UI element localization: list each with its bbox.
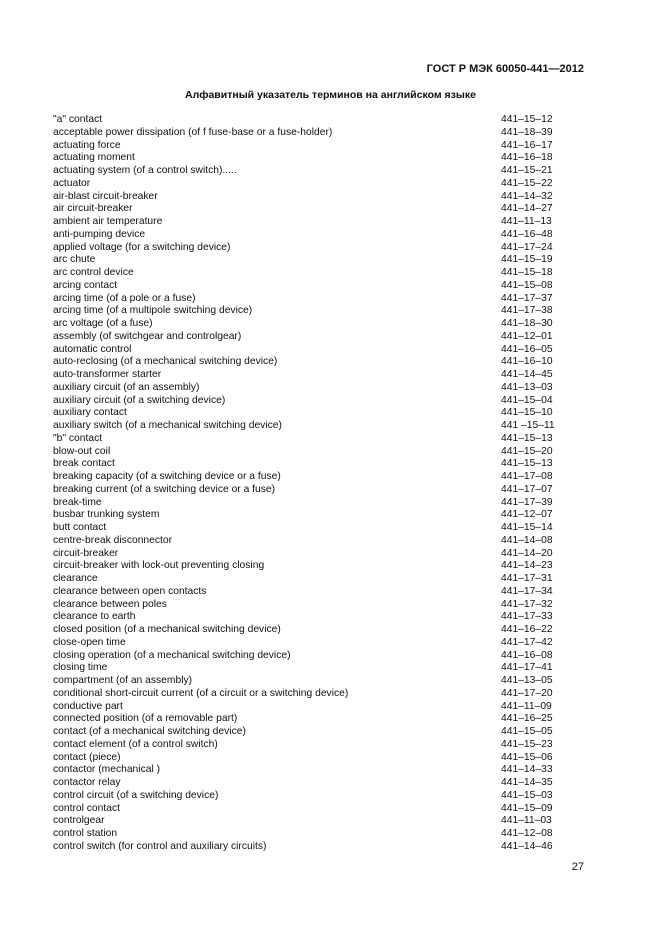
term-text: actuating force <box>53 139 121 151</box>
term-text: clearance <box>53 573 98 584</box>
term-code: 441–17–42 <box>501 636 553 648</box>
list-item <box>53 790 559 803</box>
list-item <box>53 356 559 369</box>
term-code: 441–14–45 <box>501 369 553 380</box>
term-code: 441–17–37 <box>501 292 553 304</box>
term-code: 441–14–33 <box>501 764 553 776</box>
list-item <box>53 522 559 535</box>
list-item <box>53 650 559 663</box>
list-item <box>53 152 559 165</box>
term-text: breaking current (of a switching device or a fuse) <box>53 483 276 495</box>
term-code: 441–15–18 <box>501 267 553 278</box>
list-item <box>53 280 559 293</box>
term-text: conductive part <box>53 700 123 712</box>
list-item <box>53 344 559 357</box>
list-item <box>53 701 559 714</box>
term-text: contact (piece) <box>53 751 121 763</box>
term-text: break contact <box>53 458 115 470</box>
term-text: auxiliary circuit (of an assembly) <box>53 381 200 393</box>
list-item <box>53 446 559 459</box>
term-code: 441–15–06 <box>501 751 553 763</box>
list-item <box>53 573 559 586</box>
list-item <box>53 369 559 382</box>
term-text: arcing time (of a pole or a fuse) <box>53 292 196 304</box>
term-code: 441–17–31 <box>501 573 553 584</box>
list-item <box>53 509 559 522</box>
term-text: close-open time <box>53 636 126 648</box>
list-item <box>53 548 559 561</box>
document-header: ГОСТ Р МЭК 60050-441—2012 <box>426 63 584 75</box>
list-item <box>53 586 559 599</box>
term-code: 441–11–09 <box>501 700 552 712</box>
list-item <box>53 254 559 267</box>
list-item <box>53 433 559 446</box>
list-item <box>53 624 559 637</box>
page-number: 27 <box>571 861 584 873</box>
term-text: arc control device <box>53 267 134 278</box>
list-item <box>53 216 559 229</box>
term-text: air circuit-breaker <box>53 203 133 215</box>
term-text: control station <box>53 828 118 839</box>
term-text: butt contact <box>53 522 107 533</box>
term-code: 441–17–24 <box>501 241 553 253</box>
term-text: clearance to earth <box>53 611 136 623</box>
list-item <box>53 267 559 280</box>
term-text: auxiliary switch (of a mechanical switching device) <box>53 420 282 431</box>
term-code: 441–11–13 <box>501 216 552 227</box>
list-item <box>53 599 559 612</box>
term-text: actuator <box>53 177 91 189</box>
list-item <box>53 229 559 242</box>
term-text: clearance between poles <box>53 598 167 610</box>
term-code: 441–16–17 <box>501 139 553 151</box>
list-item <box>53 739 559 752</box>
term-text: acceptable power dissipation (of f fuse-base or a fuse-holder) <box>53 126 333 138</box>
list-item <box>53 484 559 497</box>
list-item <box>53 662 559 675</box>
term-code: 441–14–20 <box>501 547 553 559</box>
list-item <box>53 764 559 777</box>
list-item <box>53 560 559 573</box>
list-item <box>53 471 559 484</box>
term-text: arc chute <box>53 254 96 266</box>
term-text: contact (of a mechanical switching device) <box>53 726 246 737</box>
list-item <box>53 535 559 548</box>
term-code: 441–17–20 <box>501 687 553 699</box>
list-item <box>53 407 559 420</box>
list-item <box>53 382 559 395</box>
term-text: auto-transformer starter <box>53 369 162 380</box>
term-code: 441–18–30 <box>501 318 553 329</box>
list-item <box>53 395 559 408</box>
term-code: 441–15–08 <box>501 279 553 291</box>
term-code: 441–13–05 <box>501 675 553 686</box>
page-title: Алфавитный указатель терминов на английском языке <box>185 89 476 101</box>
term-code: 441–15–13 <box>501 458 553 470</box>
term-text: contactor (mechanical ) <box>53 764 161 776</box>
term-text: control switch (for control and auxiliary circuits) <box>53 840 267 852</box>
term-code: 441–15–10 <box>501 407 553 419</box>
term-text: connected position (of a removable part) <box>53 713 238 725</box>
list-item <box>53 331 559 344</box>
term-text: closed position (of a mechanical switching device) <box>53 624 281 635</box>
term-code: 441–17–38 <box>501 305 553 317</box>
term-code: 441–11–03 <box>501 815 552 827</box>
term-text: air-blast circuit-breaker <box>53 190 158 202</box>
term-code: 441–15–04 <box>501 394 553 406</box>
term-code: 441–15–09 <box>501 802 553 814</box>
term-text: breaking capacity (of a switching device or a fuse) <box>53 471 281 482</box>
term-code: 441–16–25 <box>501 713 553 725</box>
term-text: circuit-breaker <box>53 547 119 559</box>
term-code: 441–18–39 <box>501 126 553 138</box>
list-item <box>53 713 559 726</box>
term-code: 441–14–23 <box>501 560 553 572</box>
term-text: busbar trunking system <box>53 509 160 521</box>
term-text: arcing time (of a multipole switching device) <box>53 305 253 317</box>
list-item <box>53 165 559 178</box>
term-code: 441–16–22 <box>501 624 553 635</box>
term-text: actuating moment <box>53 152 135 164</box>
term-text: circuit-breaker with lock-out preventing closing <box>53 560 265 572</box>
term-code: 441–14–35 <box>501 777 553 788</box>
term-code: 441–14–27 <box>501 203 553 215</box>
list-item <box>53 611 559 624</box>
list-item <box>53 458 559 471</box>
term-code: 441–15–03 <box>501 789 553 801</box>
term-code: 441–15–23 <box>501 738 553 750</box>
term-text: actuating system (of a control switch)..... <box>53 165 237 176</box>
list-item <box>53 318 559 331</box>
term-text: control circuit (of a switching device) <box>53 789 219 801</box>
list-item <box>53 675 559 688</box>
list-item <box>53 803 559 816</box>
term-text: ambient air temperature <box>53 216 163 227</box>
term-code: 441–17–07 <box>501 483 553 495</box>
term-text: controlgear <box>53 815 105 827</box>
term-text: centre-break disconnector <box>53 534 173 546</box>
term-text: arc voltage (of a fuse) <box>53 318 153 329</box>
term-code: 441–12–08 <box>501 828 553 839</box>
term-text: blow-out coil <box>53 445 111 457</box>
list-item <box>53 420 559 433</box>
term-code: 441–15–13 <box>501 432 553 444</box>
list-item <box>53 140 559 153</box>
term-code: 441–15–19 <box>501 254 553 266</box>
term-text: auxiliary contact <box>53 407 127 419</box>
term-code: 441–14–32 <box>501 190 553 202</box>
term-code: 441–12–07 <box>501 509 553 521</box>
term-code: 441–17–32 <box>501 598 553 610</box>
list-item <box>53 841 559 854</box>
term-code: 441 –15–11 <box>501 420 555 431</box>
term-text: "a" contact <box>53 114 103 125</box>
term-code: 441–17–39 <box>501 496 553 508</box>
list-item <box>53 127 559 140</box>
list-item <box>53 114 559 127</box>
term-code: 441–16–48 <box>501 228 553 240</box>
list-item <box>53 752 559 765</box>
term-text: control contact <box>53 802 120 814</box>
list-item <box>53 726 559 739</box>
term-text: auxiliary circuit (of a switching device) <box>53 394 226 406</box>
term-code: 441–17–34 <box>501 585 553 597</box>
term-text: contact element (of a control switch) <box>53 738 218 750</box>
term-code: 441–16–05 <box>501 343 553 355</box>
term-code: 441–15–20 <box>501 445 553 457</box>
term-code: 441–12–01 <box>501 330 553 342</box>
list-item <box>53 191 559 204</box>
term-code: 441–16–08 <box>501 649 553 661</box>
term-text: clearance between open contacts <box>53 585 207 597</box>
list-item <box>53 777 559 790</box>
term-code: 441–16–18 <box>501 152 553 164</box>
term-code: 441–15–05 <box>501 726 553 737</box>
list-item <box>53 497 559 510</box>
list-item <box>53 688 559 701</box>
term-code: 441–14–08 <box>501 534 553 546</box>
term-code: 441–15–12 <box>501 114 553 125</box>
list-item <box>53 178 559 191</box>
term-text: break-time <box>53 496 102 508</box>
term-code: 441–17–08 <box>501 471 553 482</box>
term-code: 441–15–14 <box>501 522 553 533</box>
term-text: conditional short-circuit current (of a circuit or a switching device) <box>53 687 349 699</box>
term-text: closing operation (of a mechanical switching device) <box>53 649 291 661</box>
term-code: 441–17–41 <box>501 662 553 674</box>
list-item <box>53 815 559 828</box>
list-item <box>53 242 559 255</box>
term-code: 441–15–22 <box>501 177 553 189</box>
list-item <box>53 305 559 318</box>
term-text: applied voltage (for a switching device) <box>53 241 231 253</box>
term-text: automatic control <box>53 343 132 355</box>
term-code: 441–16–10 <box>501 356 553 368</box>
term-text: arcing contact <box>53 279 118 291</box>
term-text: contactor relay <box>53 777 121 788</box>
term-code: 441–15–21 <box>501 165 553 176</box>
list-item <box>53 828 559 841</box>
term-text: anti-pumping device <box>53 228 146 240</box>
term-code: 441–17–33 <box>501 611 553 623</box>
list-item <box>53 203 559 216</box>
terms-index-list <box>53 114 559 854</box>
term-code: 441–14–46 <box>501 840 553 852</box>
list-item <box>53 293 559 306</box>
list-item <box>53 637 559 650</box>
term-text: compartment (of an assembly) <box>53 675 193 686</box>
term-text: auto-reclosing (of a mechanical switching device) <box>53 356 278 368</box>
term-text: assembly (of switchgear and controlgear) <box>53 330 242 342</box>
term-text: "b" contact <box>53 432 103 444</box>
term-text: closing time <box>53 662 108 674</box>
term-code: 441–13–03 <box>501 381 553 393</box>
